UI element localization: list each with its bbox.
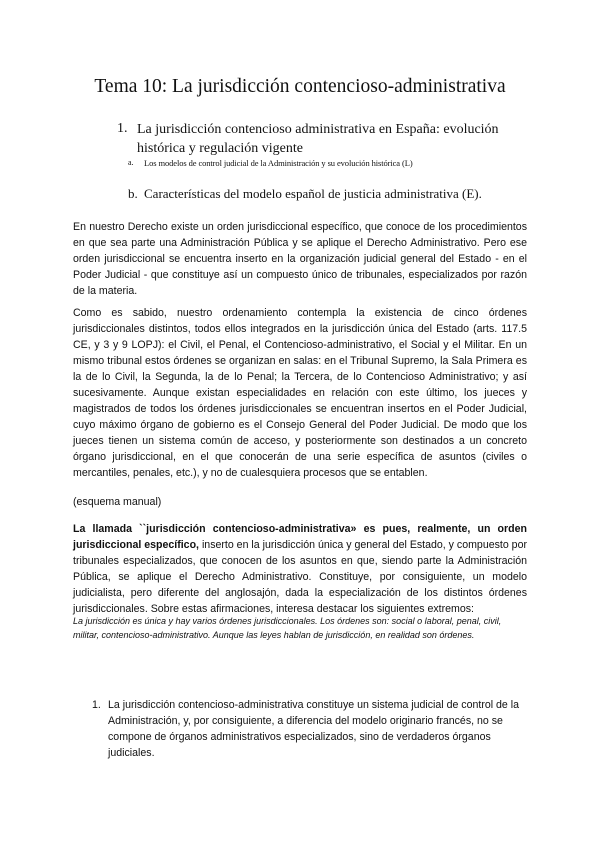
section-heading: La jurisdicción contencioso administrativa en España: evolución histórica y regulación vigente [137,122,499,156]
paragraph-1: En nuestro Derecho existe un orden jurisdiccional específico, que conoce de los procedimientos en que sea parte una Administración Pública y se aplique el Derecho Administrativo. Pero ese orden jurisdiccional se encuentra inserto en la organización judicial general del Estado - en el Poder Judicial - que constituye así un compuesto único de tribunales, especializados por razón de la materia. [73,221,527,297]
paragraph-4 [73,521,527,617]
subsection-b-label: b. [128,186,138,201]
paragraph-4-bold: La llamada ``jurisdicción contencioso-administrativa» es pues, realmente, un orden jurisdiccional específico, [73,523,527,551]
subsection-a-text: Los modelos de control judicial de la Administración y su evolución histórica (L) [144,158,413,168]
paragraph-4-rest: inserto en la jurisdicción única y general del Estado, y compuesto por tribunales especializados, que conocen de los asuntos en que, siendo parte la Administración Pública, se aplique el Derecho Administrativo. Constituye, por consiguiente, un modelo judicialista, pero diferente del anglosajón, dada la especialización de los distintos órdenes jurisdiccionales. Sobre estas afirmaciones, interesa destacar los siguientes extremos: [73,539,527,615]
paragraph-2: Como es sabido, nuestro ordenamiento contempla la existencia de cinco órdenes jurisdiccionales distintos, todos ellos integrados en la jurisdicción única del Estado (arts. 117.5 CE, y 3 y 9 LOPJ): el Civil, el Penal, el Contencioso-administrativo, el Social y el Militar. En un mismo tribunal estos órdenes se organizan en salas: en el Tribunal Supremo, la Sala Primera es la de lo Civil, la Segunda, la de lo Penal; la Tercera, de lo Contencioso Administrativo; y así sucesivamente. Aunque existan especialidades en relación con este último, los jueces y magistrados de todos los órdenes jurisdiccionales se encuentran insertos en el Poder Judicial, cuyo máximo órgano de gobierno es el Consejo General del Poder Judicial. De modo que los jueces tienen un sistema común de acceso, y posteriormente son destinados a un concreto órgano jurisdiccional, en el que conocerán de una serie específica de asuntos (civiles o mercantiles, penales, etc.), y no de cualesquiera procesos que se entablen. [73,307,527,479]
italic-note: La jurisdicción es única y hay varios órdenes jurisdiccionales. Los órdenes son: social o laboral, penal, civil, militar, contencioso-administrativo. Aunque las leyes hablan de jurisdicción, en realidad son órdenes. [73,616,502,640]
subsection-a-label: a. [128,158,134,167]
section-number: 1. [117,121,128,136]
subsection-b-text: Características del modelo español de justicia administrativa (E). [144,186,482,201]
list-item-text: La jurisdicción contencioso-administrativa constituye un sistema judicial de control de la Administración, y, por consiguiente, a diferencia del modelo originario francés, no se compone de órganos administrativos especializados, sino de verdaderos órganos judiciales. [108,699,520,759]
paragraph-esquema: (esquema manual) [73,496,162,508]
list-item-number: 1. [92,699,101,711]
document-title: Tema 10: La jurisdicción contencioso-administrativa [94,76,506,97]
